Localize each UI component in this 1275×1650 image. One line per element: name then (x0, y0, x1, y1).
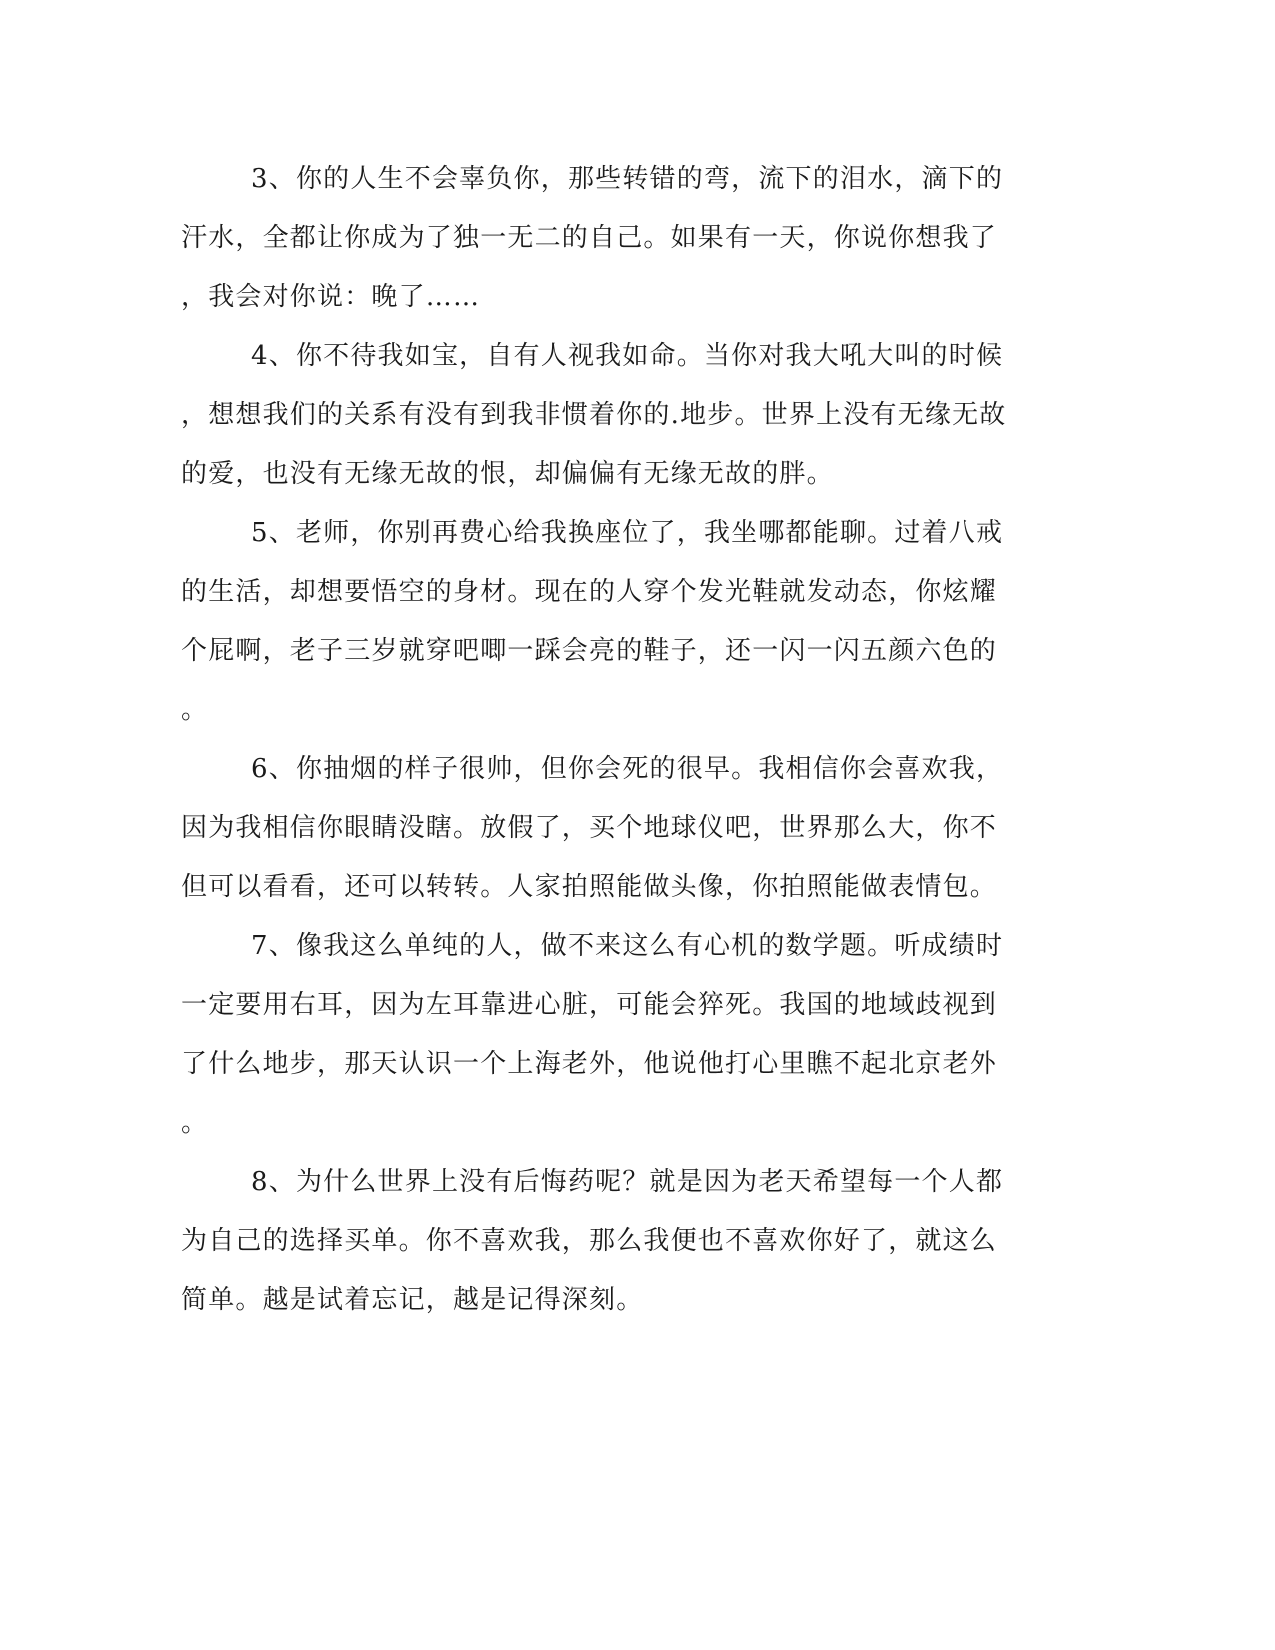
paragraph-line: 但可以看看，还可以转转。人家拍照能做头像，你拍照能做表情包。 (181, 872, 998, 902)
paragraph-3 (181, 150, 1021, 327)
paragraph-line: 5、老师，你别再费心给我换座位了，我坐哪都能聊。过着八戒 (251, 518, 1004, 548)
paragraph-6 (181, 740, 1021, 917)
paragraph-4 (181, 327, 1021, 504)
paragraph-line: 为自己的选择买单。你不喜欢我，那么我便也不喜欢你好了，就这么 (181, 1226, 998, 1256)
paragraph-line: 6、你抽烟的样子很帅，但你会死的很早。我相信你会喜欢我， (251, 754, 1004, 784)
paragraph-line: 汗水，全都让你成为了独一无二的自己。如果有一天，你说你想我了 (181, 223, 998, 253)
paragraph-line: 的生活，却想要悟空的身材。现在的人穿个发光鞋就发动态，你炫耀 (181, 577, 998, 607)
paragraph-line: 。 (181, 1108, 209, 1138)
paragraph-line: 的爱，也没有无缘无故的恨，却偏偏有无缘无故的胖。 (181, 459, 834, 489)
paragraph-line: 4、你不待我如宝，自有人视我如命。当你对我大吼大叫的时候 (251, 341, 1004, 371)
paragraph-7 (181, 917, 1021, 1153)
paragraph-line: 8、为什么世界上没有后悔药呢？就是因为老天希望每一个人都 (251, 1167, 1004, 1197)
paragraph-line: ，想想我们的关系有没有到我非惯着你的.地步。世界上没有无缘无故 (181, 400, 1007, 430)
paragraph-line: 一定要用右耳，因为左耳靠进心脏，可能会猝死。我国的地域歧视到 (181, 990, 998, 1020)
paragraph-line: ，我会对你说：晚了…… (181, 282, 481, 312)
paragraph-5 (181, 504, 1021, 740)
document-body (181, 150, 1021, 1330)
paragraph-8 (181, 1153, 1021, 1330)
paragraph-line: 简单。越是试着忘记，越是记得深刻。 (181, 1285, 644, 1315)
paragraph-line: 。 (181, 695, 209, 725)
paragraph-line: 个屁啊，老子三岁就穿吧唧一踩会亮的鞋子，还一闪一闪五颜六色的 (181, 636, 998, 666)
paragraph-line: 7、像我这么单纯的人，做不来这么有心机的数学题。听成绩时 (251, 931, 1004, 961)
paragraph-line: 因为我相信你眼睛没瞎。放假了，买个地球仪吧，世界那么大，你不 (181, 813, 998, 843)
paragraph-line: 了什么地步，那天认识一个上海老外，他说他打心里瞧不起北京老外 (181, 1049, 998, 1079)
paragraph-line: 3、你的人生不会辜负你，那些转错的弯，流下的泪水，滴下的 (251, 164, 1004, 194)
